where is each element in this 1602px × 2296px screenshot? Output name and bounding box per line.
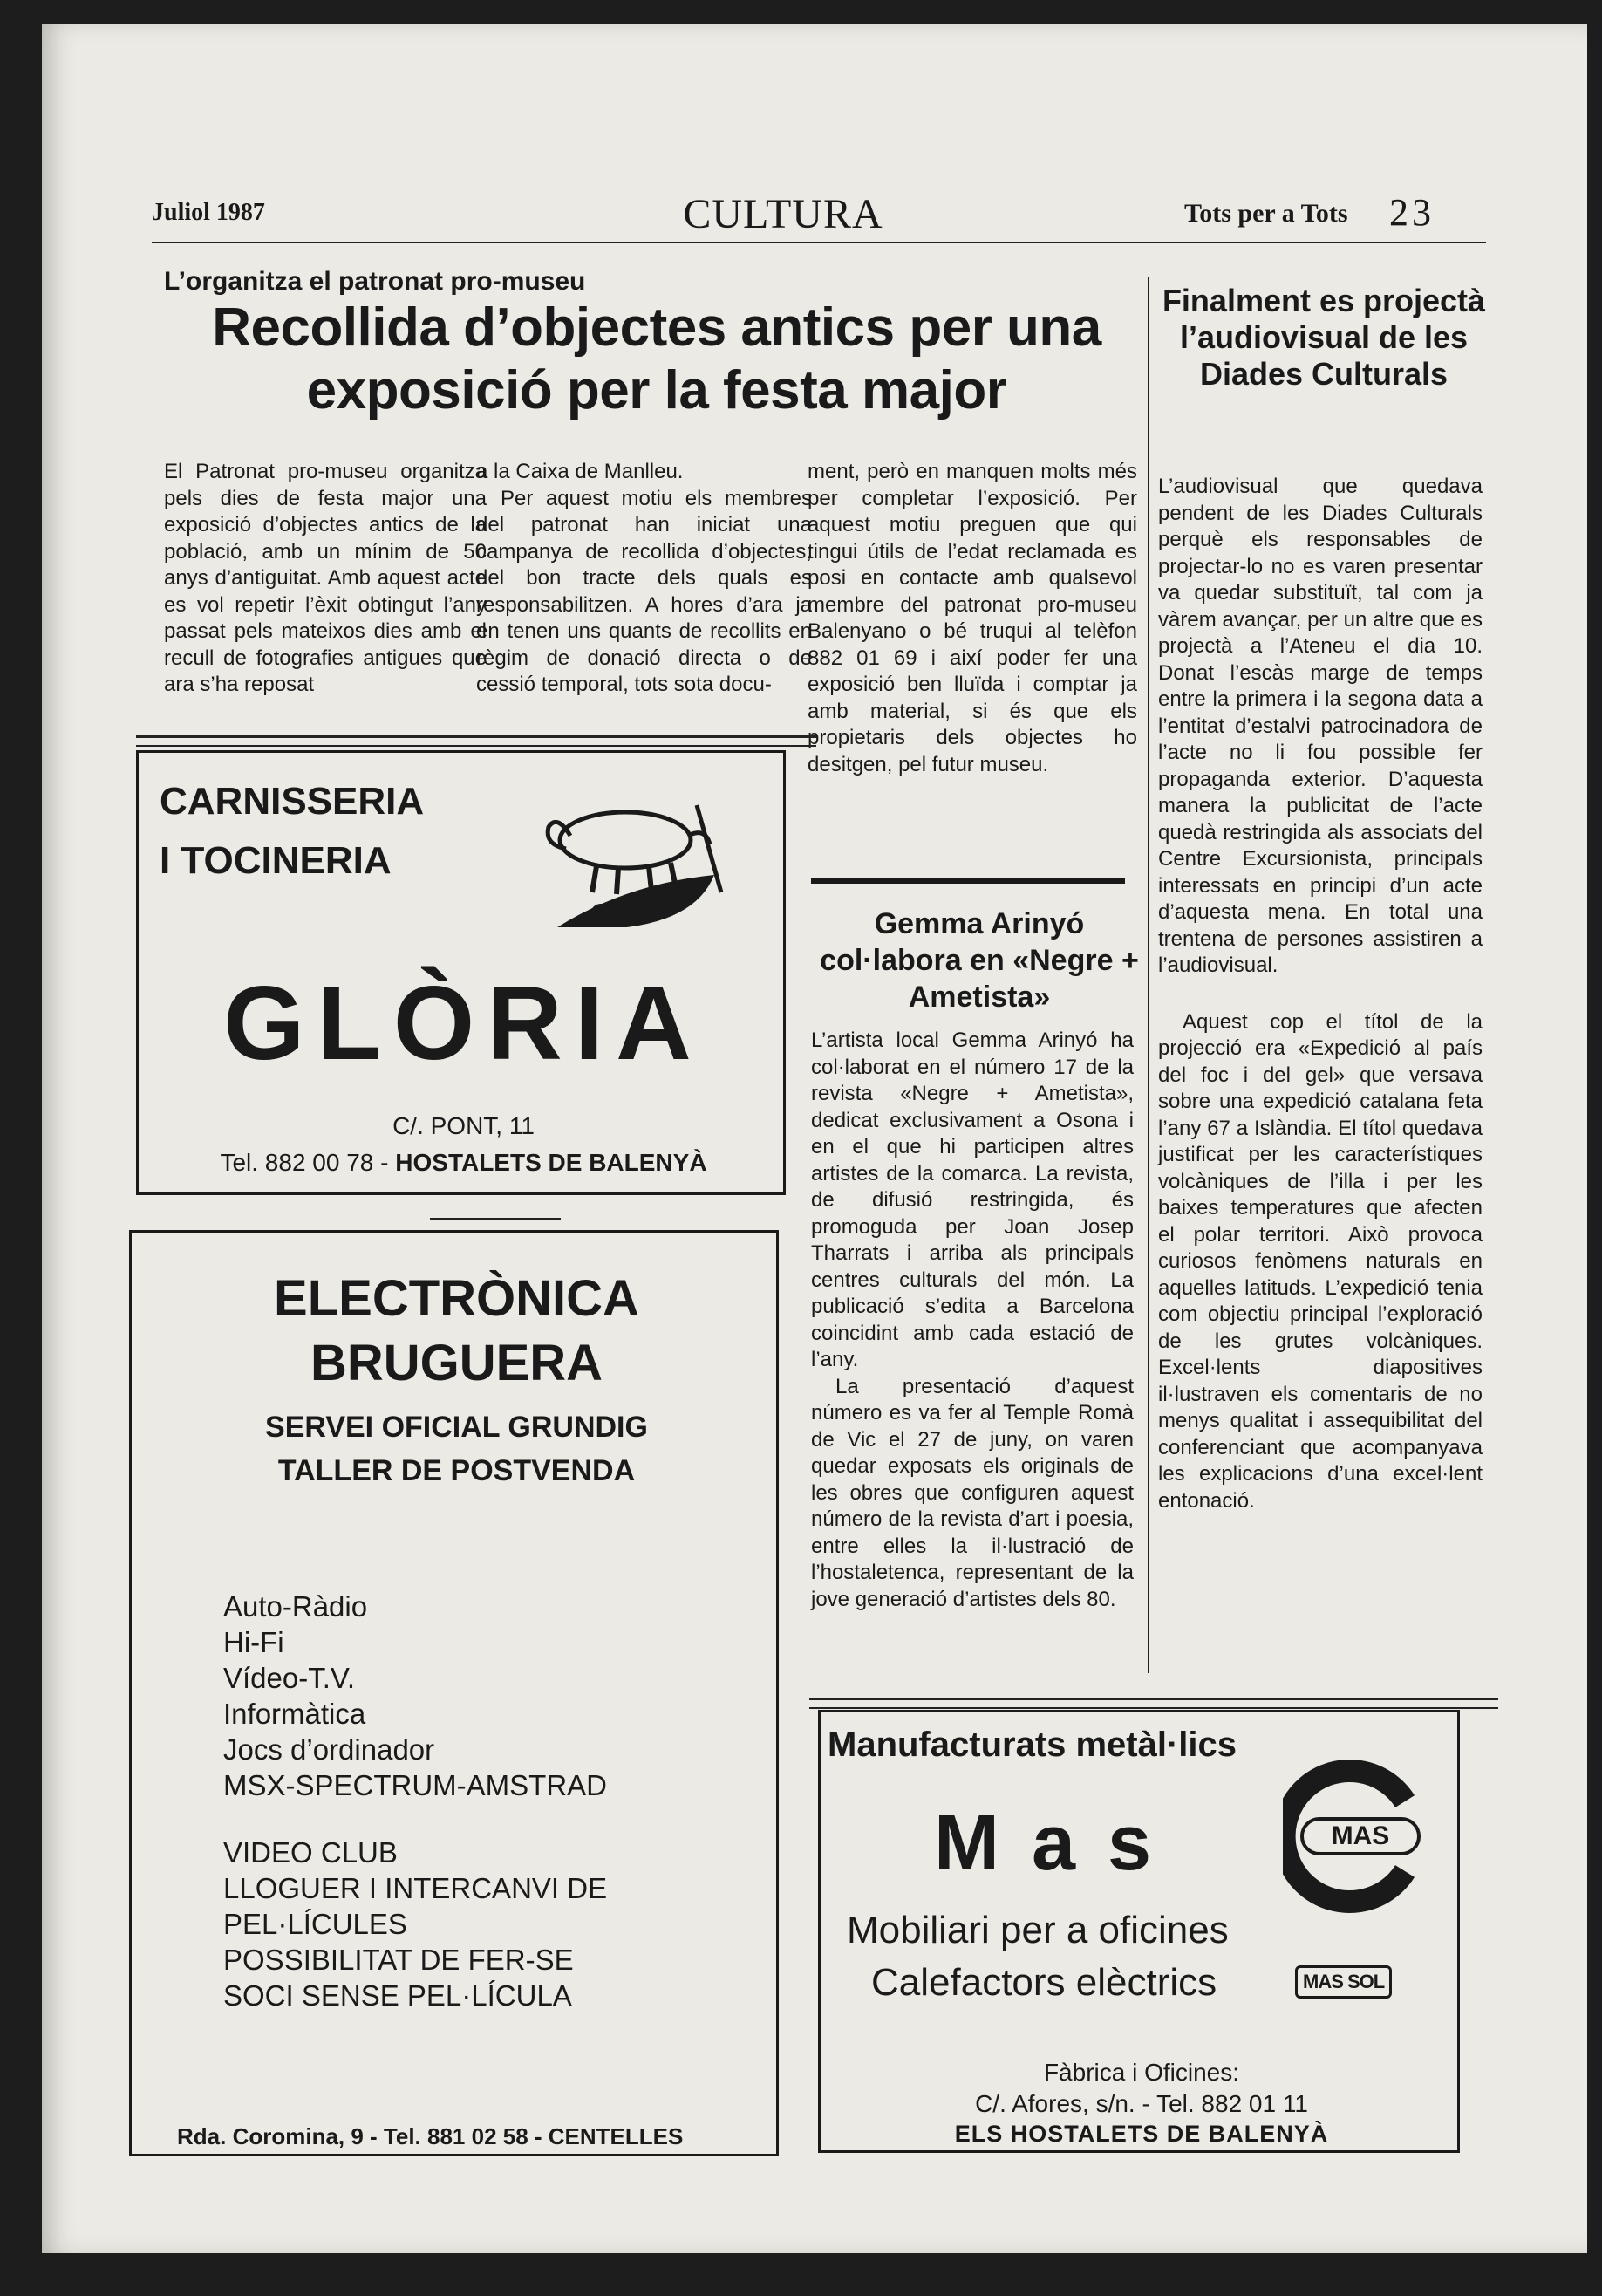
list-item: LLOGUER I INTERCANVI DE: [223, 1872, 608, 1904]
mas-sol-logo: MAS SOL: [1295, 1965, 1392, 1999]
issue-date: Juliol 1987: [152, 199, 265, 226]
article-paragraph: Aquest cop el títol de la projecció era «Expedició al país del foc i del gel» que versava sobre una expedició catalana feta l’any 67 a Islàndia. El títol quedava justificat per les característiques volcàniques de l’illa i per les baixes temperatures que afecten el polar territori. Això provoca curiosos fenòmens naturals en aquelles latituds. L’expedició tenia com objectiu principal l’exploració de les grutes volcàniques. Excel·lents diapositives il·lustraven els comentaris de no menys qualitat i assequibilitat del conferenciant que acompanyava les explicacions d’una excel·lent entonació.: [1158, 1009, 1483, 1513]
article-paragraph: a la Caixa de Manlleu.: [476, 460, 684, 483]
ad-line1: Mobiliari per a oficines: [847, 1909, 1229, 1951]
section-divider: [809, 1698, 1498, 1709]
list-item: SOCI SENSE PEL·LÍCULA: [223, 1979, 572, 2012]
list-item: Jocs d’ordinador: [223, 1733, 435, 1766]
article-audiovisual-body: [1158, 474, 1483, 1514]
article-paragraph: ment, però en manquen molts més per completar l’exposició. Per aquest motiu preguen que qui tingui útils de l’edat reclamada es posi en contacte amb qualsevol membre del patronat pro-museu Balenyano o bé truqui al telèfon 882 01 69 i així poder fer una exposició ben lluïda i comptar ja amb material, si és que els propietaris dels objectes ho desitgen, pel futur museu.: [808, 460, 1137, 776]
ad-heading: Manufacturats metàl·lics: [828, 1725, 1237, 1764]
article-paragraph: La presentació d’aquest número es va fer al Temple Romà de Vic el 27 de juny, on varen quedar exposats els originals de les obres que configuren aquest número de la revista d’art i poesia, entre elles la il·lustració de l’hostaletenca, representant de la jove generació d’artistes dels 80.: [811, 1374, 1134, 1611]
list-item: Hi-Fi: [223, 1626, 284, 1658]
mas-logo-icon: [1283, 1758, 1422, 1915]
section-divider: [136, 735, 816, 747]
article-paragraph: L’artista local Gemma Arinyó ha col·laborat en el número 17 de la revista «Negre + Ametista», dedicat exclusivament a Osona i en el que hi participen altres artistes de la comarca. La revista, de difusió restringida, és promoguda per Joan Josep Tharrats i arriba als principals centres culturals del món. La publicació s’edita a Barcelona coincidint amb cada estació de l’any.: [811, 1028, 1134, 1371]
section-divider: [811, 878, 1125, 884]
ad-separator: [430, 1218, 561, 1220]
article-museu-col3: [808, 459, 1137, 778]
ad-town: HOSTALETS DE BALENYÀ: [395, 1149, 707, 1176]
list-item: MSX-SPECTRUM-AMSTRAD: [223, 1769, 608, 1801]
article-paragraph: L’audiovisual que quedava pendent de les Diades Culturals perquè els responsables de projectar-lo no es varen presentar va quedar substituït, tal com ja vàrem avançar, per un altre que es projectà a l’Ateneu el dia 10. Donat l’escàs marge de temps entre la primera i la segona data a l’entitat d’estalvi patrocinadora de l’acte no li fou possible fer propaganda exterior. D’aquesta manera la publicitat de l’acte quedà restringida als associats del Centre Excursionista, principals interessats en principi d’un acte d’aquesta mena. En total una trentena de persones assistiren a l’audiovisual.: [1158, 475, 1483, 977]
page-number: 23: [1389, 191, 1435, 234]
list-item: POSSIBILITAT DE FER-SE: [223, 1944, 574, 1976]
ad-business-name: GLÒRIA: [223, 965, 704, 1082]
ad-address: C/. Afores, s/n. - Tel. 882 01 11: [975, 2090, 1308, 2117]
ad-line2: Calefactors elèctrics: [871, 1961, 1217, 2004]
ad-services-list: [223, 1589, 607, 1803]
ad-phone: Tel. 882 00 78 -: [220, 1149, 389, 1176]
ad-phone-line: [139, 1147, 788, 1179]
ad-line1: CARNISSERIA: [160, 780, 425, 823]
list-item: Auto-Ràdio: [223, 1590, 368, 1623]
ad-factory-label: Fàbrica i Oficines:: [1043, 2059, 1240, 2086]
article-paragraph: El Patronat pro-museu organitza pels dies de festa major una exposició d’objectes antics de la població, amb un mínim de 50 anys d’antiguitat. Amb aquest acte es vol repetir l’èxit obtingut l’any passat pels mateixos dies amb el recull de fotografies antigues que ara s’ha reposat: [164, 460, 487, 696]
ad-title2: BRUGUERA: [310, 1335, 603, 1391]
column-divider: [1148, 277, 1149, 1673]
list-item: Informàtica: [223, 1698, 366, 1730]
ad-town: ELS HOSTALETS DE BALENYÀ: [954, 2121, 1329, 2147]
section-title: CULTURA: [683, 191, 883, 237]
ad-video-list: [223, 1835, 607, 2013]
article-kicker: L’organitza el patronat pro-museu: [164, 267, 586, 296]
ad-subtitle2: TALLER DE POSTVENDA: [277, 1454, 636, 1487]
ad-subtitle1: SERVEI OFICIAL GRUNDIG: [265, 1411, 648, 1444]
publication-name: Tots per a Tots: [1184, 199, 1348, 228]
ad-carnisseria: [136, 750, 786, 1195]
ad-brand: M a s: [934, 1800, 1157, 1887]
ad-footer: Rda. Coromina, 9 - Tel. 881 02 58 - CENTELLES: [177, 2123, 684, 2149]
article-gemma-body: [811, 1028, 1134, 1613]
article-gemma-title: Gemma Arinyó col·labora en «Negre + Ametista»: [820, 907, 1139, 1014]
article-paragraph: Per aquest motiu els membres del patronat han iniciat una campanya de recollida d’objectes, del bon tracte dels quals es responsabilitzen. A hores d’ara ja en tenen uns quants de recollits en règim de donació directa o de cessió temporal, tots sota docu-: [476, 486, 812, 696]
ad-mas: [818, 1710, 1460, 2153]
ad-line2: I TOCINERIA: [160, 839, 392, 882]
ad-title1: ELECTRÒNICA: [274, 1270, 639, 1327]
article-audiovisual-title: Finalment es projectà l’audiovisual de les Diades Culturals: [1162, 283, 1486, 392]
header-rule: [152, 242, 1486, 243]
newspaper-page: [42, 24, 1587, 2253]
pig-icon: [522, 788, 740, 936]
list-item: PEL·LÍCULES: [223, 1908, 407, 1940]
mas-logo-text: MAS: [1300, 1817, 1421, 1855]
article-museu-col1: [164, 459, 487, 699]
article-headline: Recollida d’objectes antics per una exposició per la festa major: [212, 297, 1101, 420]
list-item: VIDEO CLUB: [223, 1836, 398, 1869]
list-item: Vídeo-T.V.: [223, 1662, 356, 1694]
ad-electronica: [129, 1230, 779, 2156]
ad-address: C/. PONT, 11: [392, 1112, 535, 1139]
article-museu-col2: [476, 459, 812, 699]
